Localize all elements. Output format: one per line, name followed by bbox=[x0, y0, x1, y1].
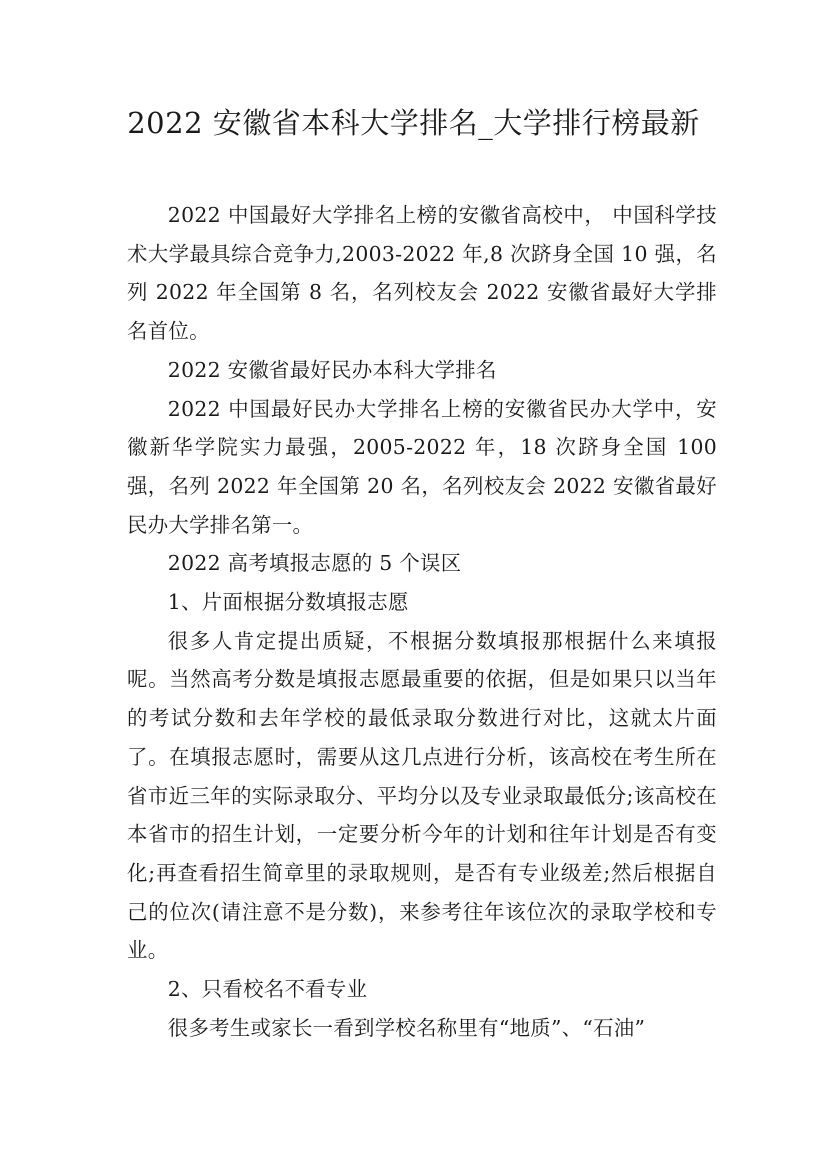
article-body bbox=[127, 196, 717, 1047]
paragraph-ustc-ranking: 2022 中国最好大学排名上榜的安徽省高校中， 中国科学技术大学最具综合竞争力,2003-2022 年,8 次跻身全国 10 强，名列 2022 年全国第 8 名，名列校友会 2022 安徽省最好大学排名首位。 bbox=[127, 203, 717, 344]
paragraph-misconception-1: 很多人肯定提出质疑，不根据分数填报那根据什么来填报呢。当然高考分数是填报志愿最重要的依据，但是如果只以当年的考试分数和去年学校的最低录取分数进行对比，这就太片面了。在填报志愿时，需要从这几点进行分析，该高校在考生所在省市近三年的实际录取分、平均分以及专业录取最低分;该高校在本省市的招生计划，一定要分析今年的计划和往年计划是否有变化;再查看招生简章里的录取规则，是否有专业级差;然后根据自己的位次(请注意不是分数)，来参考往年该位次的录取学校和专业。 bbox=[127, 628, 717, 963]
page-title: 2022 安徽省本科大学排名_大学排行榜最新 bbox=[127, 106, 700, 140]
paragraph-misconception-2: 很多考生或家长一看到学校名称里有“地质”、“石油” bbox=[167, 1015, 646, 1040]
section-heading-private-ranking: 2022 安徽省最好民办本科大学排名 bbox=[167, 357, 497, 382]
paragraph-xinhua-ranking: 2022 中国最好民办大学排名上榜的安徽省民办大学中，安徽新华学院实力最强，2005-2022 年，18 次跻身全国 100 强，名列 2022 年全国第 20 名，名列校友会 2022 安徽省最好民办大学排名第一。 bbox=[127, 396, 717, 537]
subheading-misconception-2: 2、只看校名不看专业 bbox=[167, 977, 368, 1002]
subheading-misconception-1: 1、片面根据分数填报志愿 bbox=[167, 590, 409, 615]
section-heading-misconceptions: 2022 高考填报志愿的 5 个误区 bbox=[167, 551, 462, 576]
